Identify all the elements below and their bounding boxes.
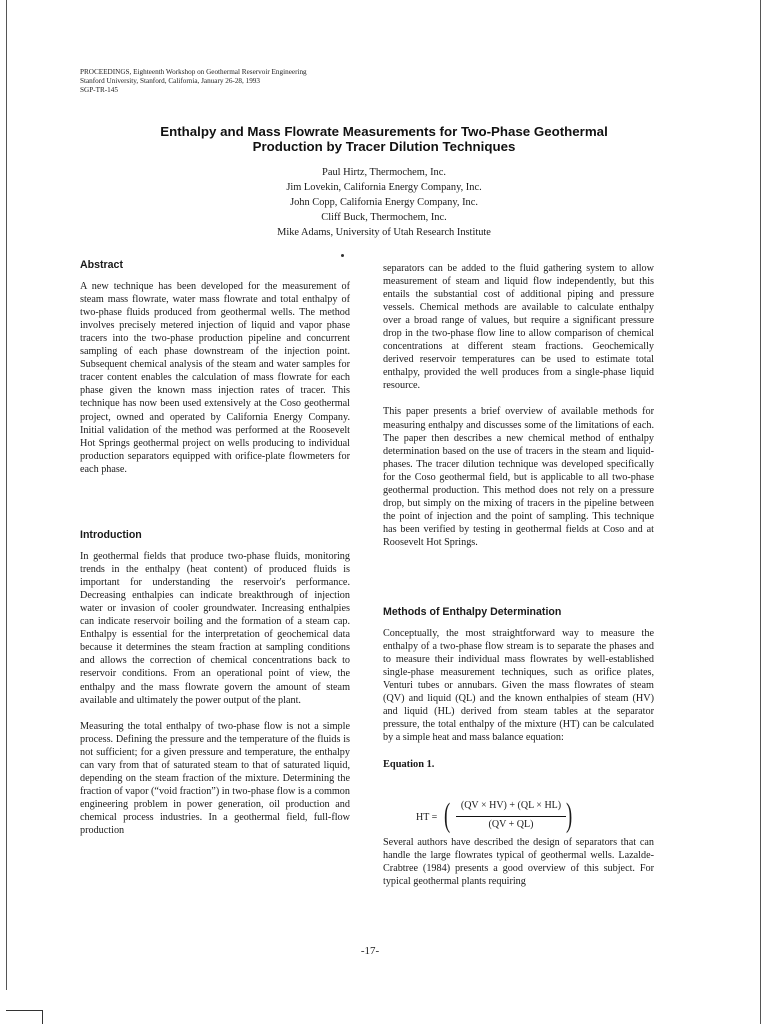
author: Cliff Buck, Thermochem, Inc. bbox=[321, 212, 447, 223]
author: Jim Lovekin, California Energy Company, Inc. bbox=[286, 182, 482, 193]
introduction-section bbox=[80, 529, 350, 837]
introduction-paragraph-2: Measuring the total enthalpy of two-phase flow is not a simple process. Defining the pressure and the temperature of the fluids is not sufficient; for a given pressure and temperature, the enthalpy can vary from that of saturated steam to that of saturated liquid, depending on the steam fraction of the mixture. Determining the fraction of vapor (“void fraction”) in two-phase flow is a common engineering problem in power generation, oil production and chemical process industries. In a geothermal field, full-flow production bbox=[80, 720, 350, 836]
equation-fraction-bar bbox=[456, 816, 566, 817]
methods-continued bbox=[383, 836, 654, 888]
author-list bbox=[184, 165, 584, 240]
paper-title bbox=[100, 124, 668, 154]
abstract-heading: Abstract bbox=[80, 259, 123, 271]
author: John Copp, California Energy Company, Inc. bbox=[290, 197, 478, 208]
proceedings-header bbox=[80, 68, 400, 95]
title-line-2: Production by Tracer Dilution Techniques bbox=[252, 139, 516, 154]
methods-paragraph-2: Several authors have described the design of separators that can handle the large flowrates typical of geothermal wells. Lazalde-Crabtree (1984) presents a good overview of this subject. For typical geothermal plants requiring bbox=[383, 837, 654, 888]
equation-label: Equation 1. bbox=[383, 759, 435, 771]
abstract-section bbox=[80, 259, 350, 476]
equation-1 bbox=[416, 798, 586, 840]
right-paragraph-2: This paper presents a brief overview of available methods for measuring enthalpy and discusses some of the limitations of each. The paper then describes a new chemical method of enthalpy determination based on the use of tracers in the steam and liquid-phases. The tracer dilution technique was developed specifically for the Coso geothermal field, but is applicable to all two-phase geothermal production. This method does not rely on a pressure drop, but simply on the mixing of tracers in the pipeline between the point of injection and the point of sampling. This technique has been verified by testing in geothermal fields at Coso and at Roosevelt Hot Springs. bbox=[383, 406, 654, 548]
equation-denominator: (QV + QL) bbox=[488, 819, 534, 830]
scan-edge-left bbox=[6, 0, 7, 990]
introduction-paragraph-1: In geothermal fields that produce two-phase fluids, monitoring trends in the enthalpy (heat content) of produced fluids is important for understanding the reservoir's performance. Decreasing enthalpies can indicate breakthrough of injection water or invasion of cooler groundwater. Increasing enthalpies can indicate reservoir boiling and the formation of a steam cap. Enthalpy is essential for the interpretation of geochemical data because it determines the steam fraction at sampling conditions and allows the correction of chemical concentrations back to reservoir conditions. From an operational point of view, the enthalpy and the mass flowrate govern the amount of steam available and ultimately the power output of the plant. bbox=[80, 551, 350, 706]
methods-section bbox=[383, 606, 654, 772]
author: Mike Adams, University of Utah Research Institute bbox=[277, 227, 491, 238]
right-column-intro bbox=[383, 262, 654, 549]
abstract-text: A new technique has been developed for the measurement of steam mass flowrate, water mass flowrate and total enthalpy of two-phase fluids produced from geothermal wells. The method involves precisely metered injection of liquid and vapor phase tracers into the two-phase production pipeline and concurrent sampling of each phase downstream of the injection point. Subsequent chemical analysis of the steam and water samples for tracer content enables the calculation of mass flowrate for each phase given the known mass injection rates of tracer. This technique has now been used extensively at the Coso geothermal project, owned and operated by California Energy Company. Initial validation of the method was performed at the Roosevelt Hot Springs geothermal project on wells producing to individual production separators equipped with orifice-plate flowmeters for each phase. bbox=[80, 281, 350, 475]
methods-paragraph-1: Conceptually, the most straightforward way to measure the enthalpy of a two-phase flow stream is to separate the phases and to measure their individual mass flowrates by well-established single-phase measurement techniques, such as orifice plates, Venturi tubes or annubars. Given the mass flowrates of steam (QV) and liquid (QL) and the known enthalpies of steam (HV) and liquid (HL) derived from steam tables at the separator pressure, the total enthalpy of the mixture (HT) can be calculated by a simple heat and mass balance equation: bbox=[383, 628, 654, 744]
scan-crop-mark-vertical bbox=[42, 1010, 43, 1024]
equation-close-paren: ) bbox=[566, 797, 573, 834]
scan-speck bbox=[341, 254, 344, 257]
equation-numerator: (QV × HV) + (QL × HL) bbox=[460, 800, 562, 811]
page-number: -17- bbox=[360, 945, 380, 957]
report-number: SGP-TR-145 bbox=[80, 86, 118, 94]
proceedings-line-2: Stanford University, Stanford, California, January 26-28, 1993 bbox=[80, 77, 260, 85]
right-paragraph-1: separators can be added to the fluid gathering system to allow measurement of steam and liquid flow independently, but this entails the substantial cost of additional piping and pressure vessels. Chemical methods are available to calculate enthalpy over a broad range of values, but require a significant pressure drop in the two-phase flow line to allow comparison of chemical concentrations at different steam fractions. Geochemically derived reservoir temperatures can be used to estimate total enthalpy, provided the well produces from a single-phase liquid resource. bbox=[383, 263, 654, 392]
equation-open-paren: ( bbox=[444, 797, 451, 834]
equation-lhs: HT = bbox=[416, 812, 438, 823]
methods-heading: Methods of Enthalpy Determination bbox=[383, 606, 562, 618]
introduction-heading: Introduction bbox=[80, 529, 142, 541]
scan-crop-mark bbox=[6, 1010, 42, 1011]
title-line-1: Enthalpy and Mass Flowrate Measurements for Two-Phase Geothermal bbox=[160, 124, 608, 139]
proceedings-line-1: PROCEEDINGS, Eighteenth Workshop on Geothermal Reservoir Engineering bbox=[80, 68, 307, 76]
author: Paul Hirtz, Thermochem, Inc. bbox=[322, 167, 446, 178]
scan-edge-right bbox=[760, 0, 761, 1024]
